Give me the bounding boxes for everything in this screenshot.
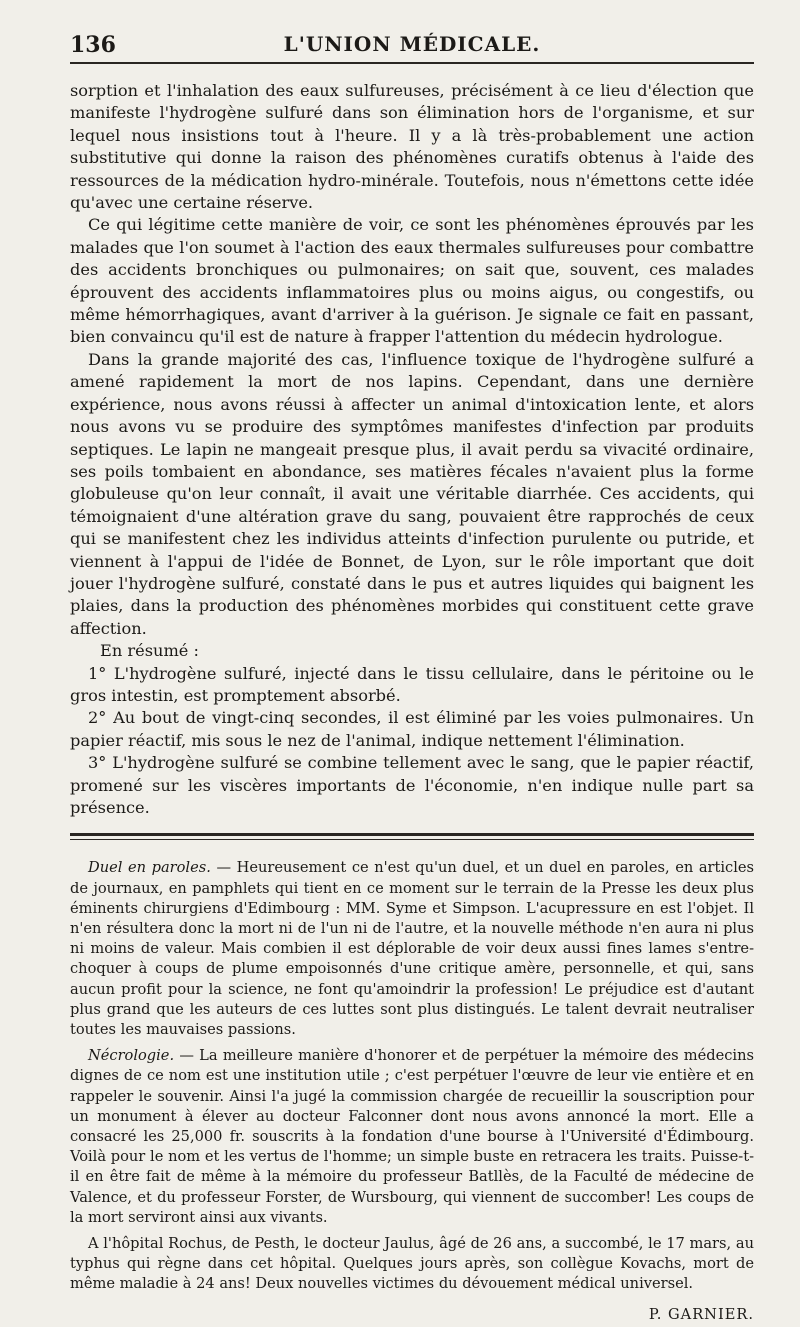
paragraph-continuation: sorption et l'inhalation des eaux sulfureuses, précisément à ce lieu d'élection que manifeste l'hydrogène sulfuré dans son élimination hors de l'organisme, et sur lequel nous insistions tout à l'heure. Il y a là très-probablement une action substitutive qui donne la raison des phénomènes curatifs obtenus à l'aide des ressources de la médication hydro-minérale. Toutefois, nous n'émettons cette idée qu'avec une certaine réserve.	[70, 81, 754, 213]
paragraph: Ce qui légitime cette manière de voir, ce sont les phénomènes éprouvés par les malades que l'on soumet à l'action des eaux thermales sulfureuses pour combattre des accidents bronchiques ou pulmonaires; on sait que, souvent, ces malades éprouvent des accidents inflammatoires plus ou moins aigus, ou congestifs, ou même hémorrhagiques, avant d'arriver à la guérison. Je signale ce fait en passant, bien convaincu qu'il est de nature à frapper l'attention du médecin hydrologue.	[70, 215, 754, 347]
author-signature: P. GARNIER.	[648, 1305, 754, 1323]
section-divider	[70, 833, 754, 840]
note-necrologie-title: Nécrologie.	[88, 1047, 175, 1065]
note-rochus: A l'hôpital Rochus, de Pesth, le docteur Jaulus, âgé de 26 ans, a succombé, le 17 mars, au typhus qui règne dans cet hôpital. Quelques jours après, son collègue Kovachs, mort de même maladie à 24 ans! Deux nouvelles victimes du dévouement médical universel.	[70, 1235, 754, 1293]
paragraph: Dans la grande majorité des cas, l'influence toxique de l'hydrogène sulfuré a amené rapidement la mort de nos lapins. Cependant, dans une dernière expérience, nous avons réussi à affecter un animal d'intoxication lente, et alors nous avons vu se produire des symptômes manifestes d'infection par produits septiques. Le lapin ne mangeait presque plus, il avait perdu sa vivacité ordinaire, ses poils tombaient en abondance, ses matières fécales n'avaient plus la forme globuleuse qu'on leur connaît, il avait une véritable diarrhée. Ces accidents, qui témoignaient d'une altération grave du sang, pouvaient être rapprochés de ceux qui se manifestent chez les individus atteints d'infection purulente ou putride, et viennent à l'appui de l'idée de Bonnet, de Lyon, sur le rôle important que doit jouer l'hydrogène sulfuré, constaté dans le pus et autres liquides qui baignent les plaies, dans la production des phénomènes morbides qui constituent cette grave affection.	[70, 349, 754, 638]
summary-heading: En résumé :	[100, 641, 199, 661]
main-text	[70, 80, 754, 819]
running-title: L'UNION MÉDICALE.	[283, 32, 541, 56]
note-duel-title: Duel en paroles.	[88, 859, 211, 877]
summary-item: 2° Au bout de vingt-cinq secondes, il est éliminé par les voies pulmonaires. Un papier réactif, mis sous le nez de l'animal, indique nettement l'élimination.	[70, 708, 754, 750]
page-header	[70, 28, 754, 64]
news-notes	[70, 858, 754, 1324]
divider-thin-rule	[70, 839, 754, 840]
note-duel-text: — Heureusement ce n'est qu'un duel, et un duel en paroles, en articles de journaux, en pamphlets qui tient en ce moment sur le terrain de la Presse les deux plus éminents chirurgiens d'Edimbourg : MM. Syme et Simpson. L'acupressure en est l'objet. Il n'en résultera donc la mort ni de l'un ni de l'autre, et la nouvelle méthode n'en aura ni plus ni moins de valeur. Mais combien il est déplorable de voir deux aussi fines lames s'entre-choquer à coups de plume empoisonnés d'une critique amère, personnelle, et qui, sans aucun profit pour la science, ne font qu'amoindrir la profession! Le préjudice est d'autant plus grand que les auteurs de ces luttes sont plus distingués. Le talent devrait neutraliser toutes les mauvaises passions.	[70, 859, 754, 1039]
note-necrologie-text: — La meilleure manière d'honorer et de perpétuer la mémoire des médecins dignes de ce nom est une institution utile ; c'est perpétuer l'œuvre de leur vie entière et en rappeler le souvenir. Ainsi l'a jugé la commission chargée de recueillir la souscription pour un monument à élever au docteur Falconner dont nous avons annoncé la mort. Elle a consacré les 25,000 fr. souscrits à la fondation d'une bourse à l'Université d'Édimbourg. Voilà pour le nom et les vertus de l'homme; un simple buste en retracera les traits. Puisse-t-il en être fait de même à la mémoire du professeur Batllès, de la Faculté de médecine de Valence, et du professeur Forster, de Wursbourg, qui viennent de succomber! Les coups de la mort serviront ainsi aux vivants.	[70, 1047, 754, 1226]
summary-item: 1° L'hydrogène sulfuré, injecté dans le tissu cellulaire, dans le péritoine ou le gros intestin, est promptement absorbé.	[70, 663, 754, 705]
note-duel	[70, 858, 754, 1040]
page-number: 136	[70, 32, 116, 58]
divider-thick-rule	[70, 833, 754, 836]
note-necrologie	[70, 1046, 754, 1228]
summary-item: 3° L'hydrogène sulfuré se combine tellement avec le sang, que le papier réactif, promené sur les viscères importants de l'économie, n'en indique nulle part sa présence.	[70, 753, 754, 817]
